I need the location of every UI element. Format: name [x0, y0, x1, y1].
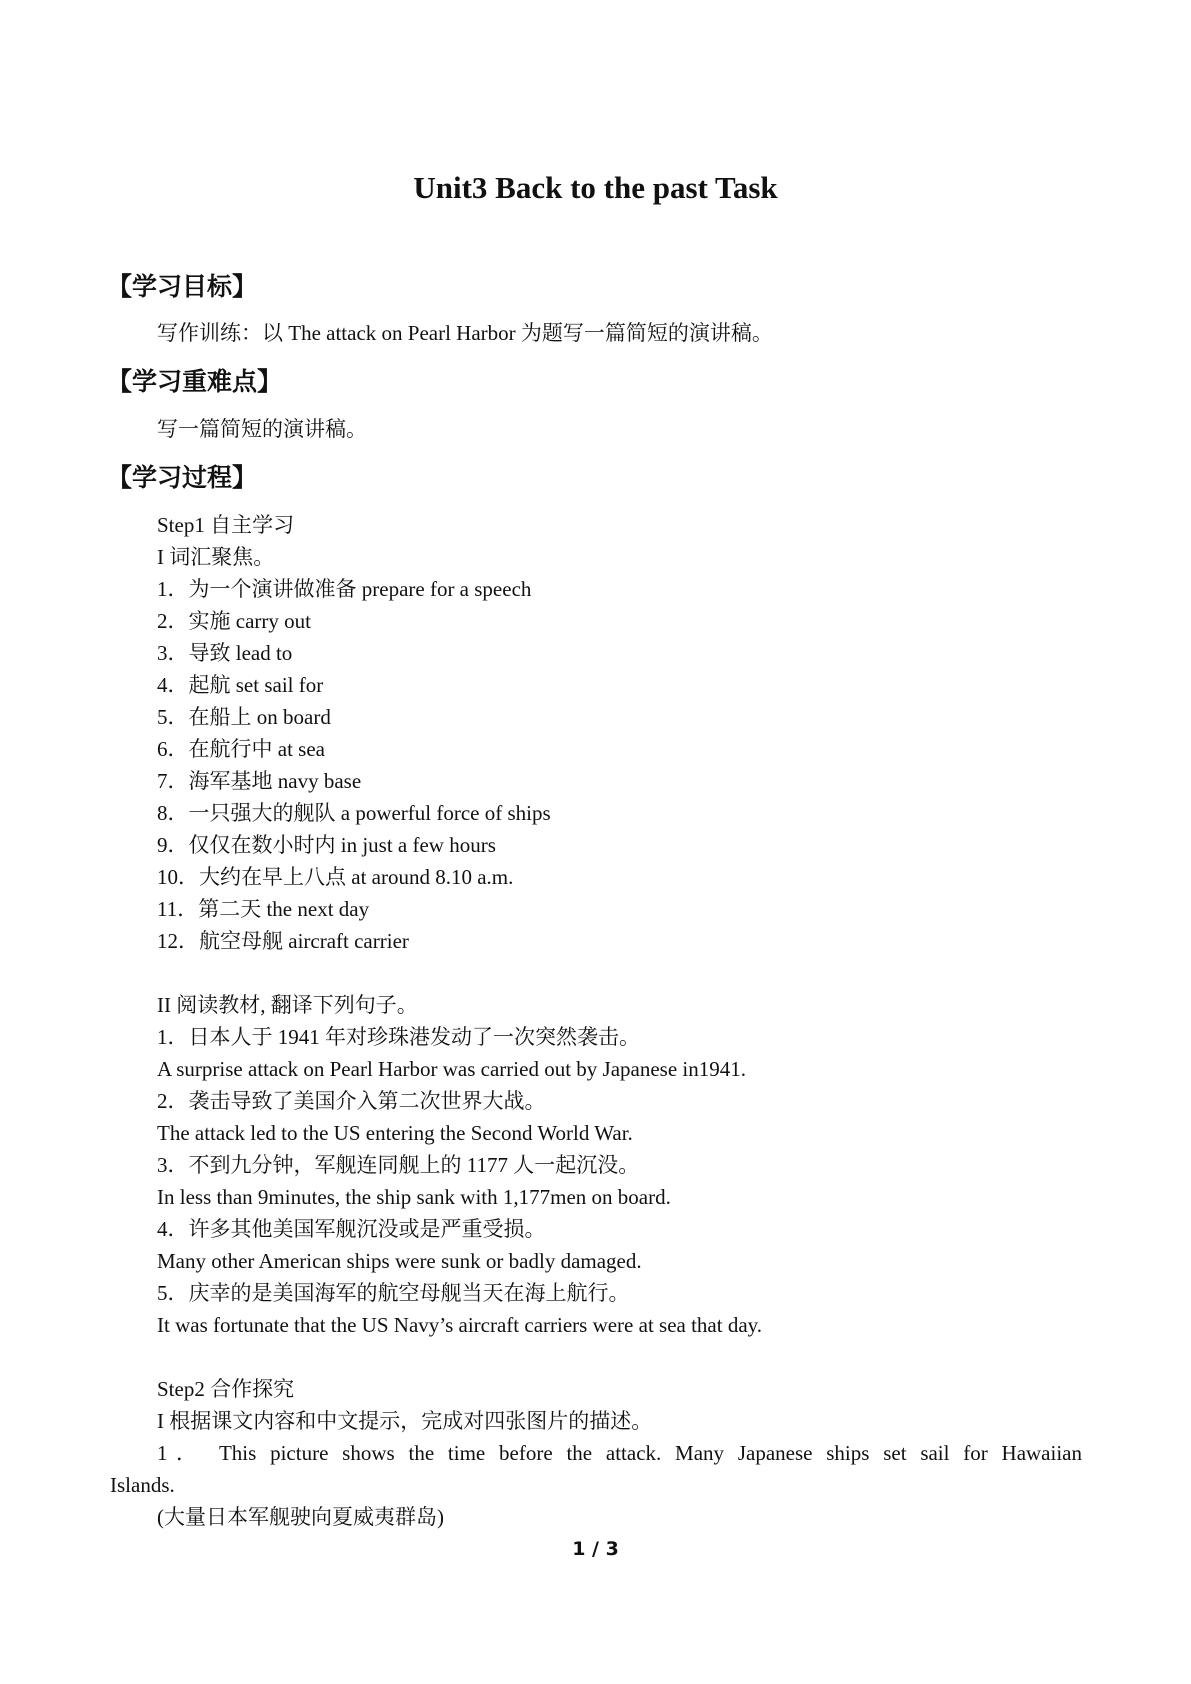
picture-description-hint: (大量日本军舰驶向夏威夷群岛) — [157, 1505, 444, 1529]
vocab-item: 9．仅仅在数小时内 in just a few hours — [157, 833, 496, 857]
vocab-section-title: I 词汇聚焦。 — [157, 545, 275, 569]
sentence-english: The attack led to the US entering the Second World War. — [157, 1121, 633, 1145]
translation-section-title: II 阅读教材, 翻译下列句子。 — [157, 993, 418, 1017]
document-title: Unit3 Back to the past Task — [413, 170, 778, 205]
picture-description-title: I 根据课文内容和中文提示，完成对四张图片的描述。 — [157, 1409, 653, 1433]
vocab-item: 2．实施 carry out — [157, 609, 311, 633]
sentence-english: Many other American ships were sunk or badly damaged. — [157, 1249, 642, 1273]
vocab-item: 10．大约在早上八点 at around 8.10 a.m. — [157, 865, 514, 889]
sentence-chinese: 5．庆幸的是美国海军的航空母舰当天在海上航行。 — [157, 1281, 630, 1305]
vocab-item: 7．海军基地 navy base — [157, 769, 362, 793]
process-heading: 【学习过程】 — [107, 463, 258, 492]
sentence-english: A surprise attack on Pearl Harbor was carried out by Japanese in1941. — [157, 1057, 746, 1081]
objectives-text: 写作训练：以 The attack on Pearl Harbor 为题写一篇简短的演讲稿。 — [157, 321, 773, 345]
step2-title: Step2 合作探究 — [157, 1377, 295, 1401]
vocab-item: 1．为一个演讲做准备 prepare for a speech — [157, 577, 532, 601]
key-points-heading: 【学习重难点】 — [107, 367, 283, 396]
step1-title: Step1 自主学习 — [157, 513, 295, 537]
sentence-english: In less than 9minutes, the ship sank with 1,177men on board. — [157, 1185, 671, 1209]
vocab-item: 3．导致 lead to — [157, 641, 293, 665]
sentence-chinese: 4．许多其他美国军舰沉没或是严重受损。 — [157, 1217, 546, 1241]
picture-description-continuation: Islands. — [110, 1473, 175, 1497]
vocab-item: 8．一只强大的舰队 a powerful force of ships — [157, 801, 551, 825]
picture-description-item: 1． This picture shows the time before the attack. Many Japanese ships set sail for Hawaiian — [157, 1441, 1082, 1465]
sentence-chinese: 1．日本人于 1941 年对珍珠港发动了一次突然袭击。 — [157, 1025, 640, 1049]
sentence-english: It was fortunate that the US Navy’s aircraft carriers were at sea that day. — [157, 1313, 763, 1337]
vocab-item: 5．在船上 on board — [157, 705, 331, 729]
vocab-item: 11．第二天 the next day — [157, 897, 370, 921]
objectives-heading: 【学习目标】 — [107, 272, 258, 301]
vocab-item: 12．航空母舰 aircraft carrier — [157, 929, 409, 953]
sentence-chinese: 3．不到九分钟，军舰连同舰上的 1177 人一起沉没。 — [157, 1153, 640, 1177]
sentence-chinese: 2．袭击导致了美国介入第二次世界大战。 — [157, 1089, 546, 1113]
key-points-text: 写一篇简短的演讲稿。 — [157, 417, 367, 441]
vocab-item: 6．在航行中 at sea — [157, 737, 325, 761]
vocab-item: 4．起航 set sail for — [157, 673, 324, 697]
page-number: 1 / 3 — [572, 1538, 619, 1560]
